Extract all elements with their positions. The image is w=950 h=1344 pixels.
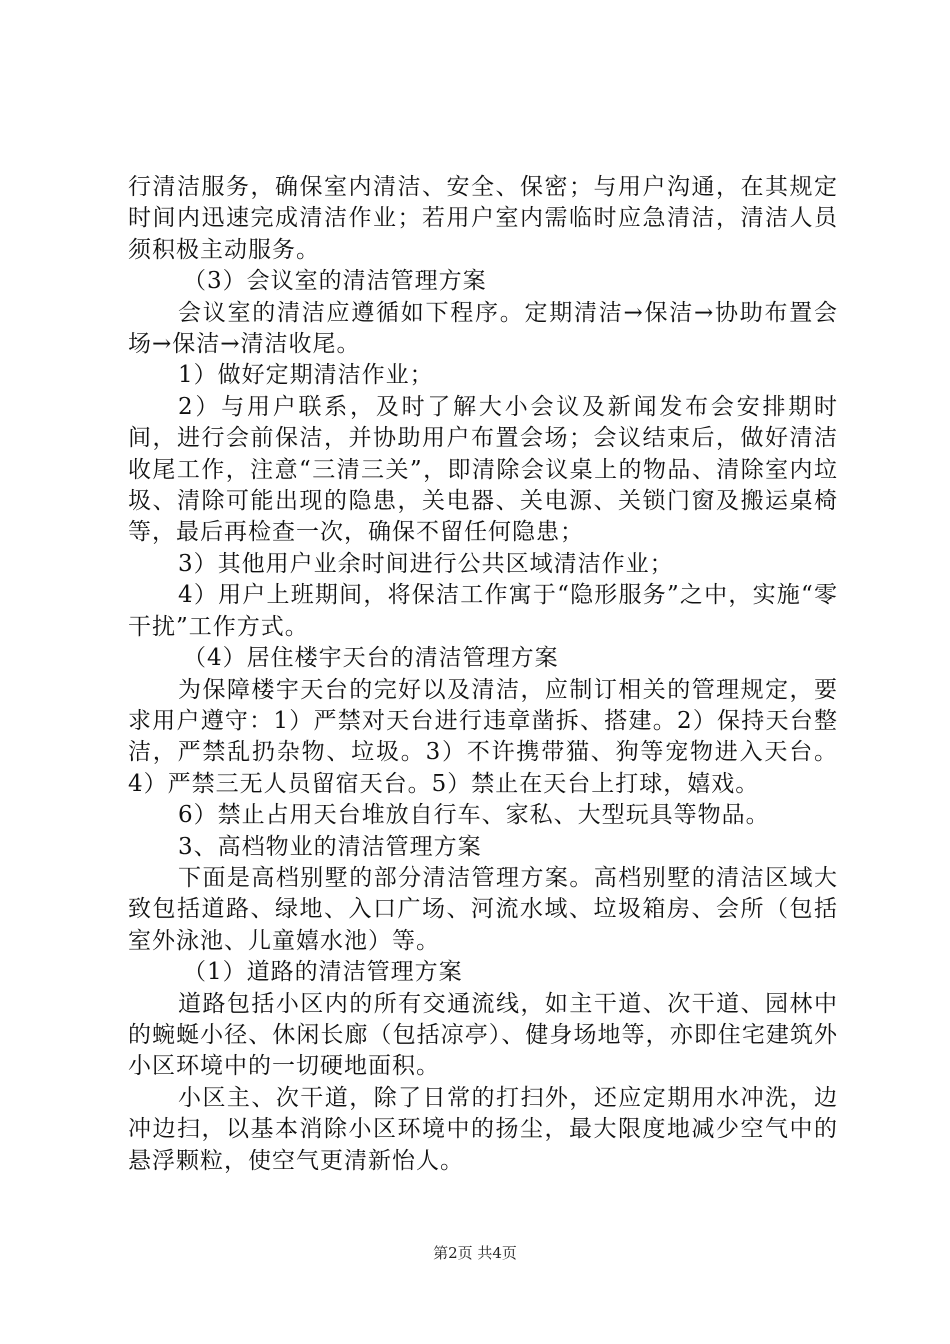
paragraph-rooftop: 为保障楼宇天台的完好以及清洁，应制订相关的管理规定，要求用户遵守：1）严禁对天台进行违章凿拆、搭建。2）保持天台整洁，严禁乱扔杂物、垃圾。3）不许携带猫、狗等宠物进入天台。4）严禁三无人员留宿天台。5）禁止在天台上打球，嬉戏。 [128,676,838,797]
paragraph-high-end: 下面是高档别墅的部分清洁管理方案。高档别墅的清洁区域大致包括道路、绿地、入口广场、河流水域、垃圾箱房、会所（包括室外泳池、儿童嬉水池）等。 [128,864,838,954]
list-item-3: 3）其他用户业余时间进行公共区域清洁作业； [178,550,674,577]
paragraph-roads: 道路包括小区内的所有交通流线，如主干道、次干道、园林中的蜿蜒小径、休闲长廊（包括凉亭）、健身场地等，亦即住宅建筑外小区环境中的一切硬地面积。 [128,990,838,1080]
paragraph-1: 行清洁服务，确保室内清洁、安全、保密；与用户沟通，在其规定时间内迅速完成清洁作业；若用户室内需临时应急清洁，清洁人员须积极主动服务。 [128,174,838,263]
paragraph-main-roads: 小区主、次干道，除了日常的打扫外，还应定期用水冲洗，边冲边扫，以基本消除小区环境中的扬尘，最大限度地减少空气中的悬浮颗粒，使空气更清新怡人。 [128,1084,838,1174]
section-heading-roads: （1）道路的清洁管理方案 [183,959,463,986]
list-item-6: 6）禁止占用天台堆放自行车、家私、大型玩具等物品。 [178,802,770,829]
page-number: 第2页 共4页 [433,1244,517,1262]
list-item-1: 1）做好定期清洁作业； [178,362,434,389]
section-heading-high-end: 3、高档物业的清洁管理方案 [178,833,482,860]
list-item-4: 4）用户上班期间，将保洁工作寓于“隐形服务”之中，实施“零干扰”工作方式。 [128,582,838,640]
section-heading-meeting-room: （3）会议室的清洁管理方案 [183,268,487,295]
section-heading-rooftop: （4）居住楼宇天台的清洁管理方案 [183,645,559,672]
list-item-2: 2）与用户联系，及时了解大小会议及新闻发布会安排期时间，进行会前保洁，并协助用户布置会场；会议结束后，做好清洁收尾工作，注意“三清三关”，即清除会议桌上的物品、清除室内垃圾、清除可能出现的隐患，关电器、关电源、关锁门窗及搬运桌椅等，最后再检查一次，确保不留任何隐患； [128,393,838,546]
document-body [128,172,838,1212]
paragraph-3: 会议室的清洁应遵循如下程序。定期清洁→保洁→协助布置会场→保洁→清洁收尾。 [128,299,838,358]
